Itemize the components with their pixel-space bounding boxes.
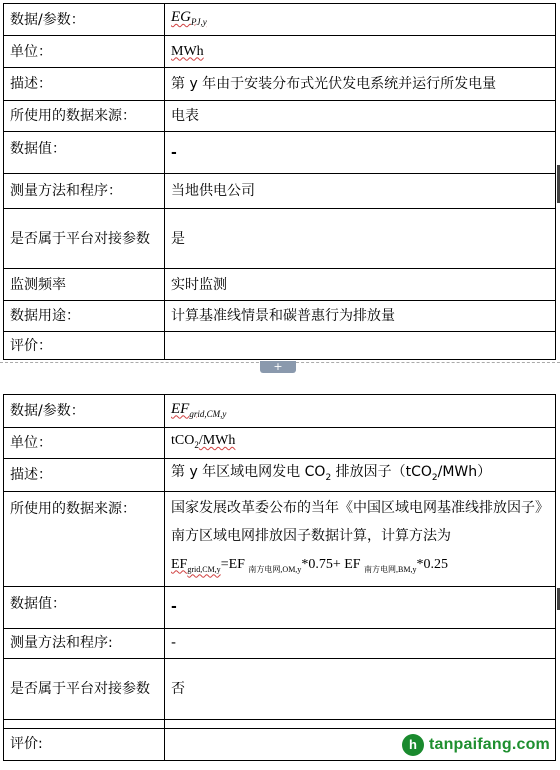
table-row bbox=[4, 658, 556, 719]
description-subscript: 2 bbox=[325, 472, 332, 483]
row-value bbox=[165, 428, 556, 459]
description-part: /MWh） bbox=[437, 463, 492, 480]
row-label: 数据值： bbox=[4, 132, 165, 174]
row-label: 测量方法和程序: bbox=[4, 628, 165, 658]
row-value: 当地供电公司 bbox=[165, 174, 556, 209]
row-label: 单位： bbox=[4, 428, 165, 459]
row-value: - bbox=[165, 628, 556, 658]
table-row bbox=[4, 36, 556, 68]
insert-row-button[interactable]: + bbox=[260, 361, 296, 373]
table-row bbox=[4, 209, 556, 269]
table-row bbox=[4, 428, 556, 459]
row-value: 电表 bbox=[165, 101, 556, 132]
formula-part: EF bbox=[171, 556, 188, 572]
table-row bbox=[4, 68, 556, 101]
row-value: MWh bbox=[165, 36, 556, 68]
row-value: 计算基准线情景和碳普惠行为排放量 bbox=[165, 301, 556, 332]
row-label: 数据/参数： bbox=[4, 395, 165, 428]
table-row bbox=[4, 491, 556, 586]
data-parameter-table-2 bbox=[3, 394, 556, 761]
table-row bbox=[4, 101, 556, 132]
parameter-symbol: EF bbox=[171, 400, 190, 417]
row-label: 所使用的数据来源： bbox=[4, 491, 165, 586]
table-row bbox=[4, 4, 556, 36]
table-row bbox=[4, 269, 556, 301]
unit-part: tCO bbox=[171, 433, 195, 448]
row-value bbox=[165, 332, 556, 360]
formula-subscript: 南方电网,OM,y bbox=[248, 564, 302, 574]
row-label: 所使用的数据来源： bbox=[4, 101, 165, 132]
row-value: - bbox=[165, 586, 556, 628]
row-label: 监测频率 bbox=[4, 269, 165, 301]
parameter-symbol: EG bbox=[171, 9, 191, 25]
data-parameter-table-1 bbox=[3, 3, 556, 360]
table-row bbox=[4, 332, 556, 360]
formula-part: =EF bbox=[220, 556, 249, 572]
table-row bbox=[4, 395, 556, 428]
row-label: 描述： bbox=[4, 68, 165, 101]
row-label: 数据值： bbox=[4, 586, 165, 628]
watermark-text: tanpaifang.com bbox=[428, 736, 550, 753]
description-part: 第 y 年区域电网发电 CO bbox=[171, 463, 326, 480]
data-source-text: 国家发展改革委公布的当年《中国区域电网基准线排放因子》南方区域电网排放因子数据计算，计算方法为 bbox=[171, 499, 549, 544]
table-row bbox=[4, 174, 556, 209]
table-row bbox=[4, 628, 556, 658]
row-label: 数据/参数： bbox=[4, 4, 165, 36]
row-value bbox=[165, 4, 556, 36]
row-label bbox=[4, 719, 165, 728]
site-watermark bbox=[402, 732, 550, 758]
unit-subscript: 2 bbox=[194, 439, 199, 450]
row-label: 单位： bbox=[4, 36, 165, 68]
formula-part: *0.75+ EF bbox=[301, 556, 365, 572]
row-value bbox=[165, 458, 556, 491]
row-value: 是 bbox=[165, 209, 556, 269]
row-label: 测量方法和程序： bbox=[4, 174, 165, 209]
row-label: 描述： bbox=[4, 458, 165, 491]
watermark-logo-icon: h bbox=[402, 734, 424, 756]
table-gap bbox=[0, 362, 560, 392]
table-row bbox=[4, 132, 556, 174]
table-row bbox=[4, 719, 556, 728]
row-value bbox=[165, 491, 556, 586]
calculation-formula bbox=[171, 557, 448, 572]
formula-subscript: 南方电网,BM,y bbox=[364, 564, 417, 574]
unit-part: /MWh bbox=[198, 433, 236, 448]
table-row bbox=[4, 301, 556, 332]
row-value bbox=[165, 395, 556, 428]
row-label: 数据用途： bbox=[4, 301, 165, 332]
row-label: 是否属于平台对接参数 bbox=[4, 209, 165, 269]
table-row bbox=[4, 458, 556, 491]
row-value bbox=[165, 719, 556, 728]
row-value: 实时监测 bbox=[165, 269, 556, 301]
formula-subscript: grid,CM,y bbox=[187, 564, 221, 574]
row-value: 第 y 年由于安装分布式光伏发电系统并运行所发电量 bbox=[165, 68, 556, 101]
row-value: - bbox=[165, 132, 556, 174]
formula-part: *0.25 bbox=[416, 556, 448, 572]
row-value: 否 bbox=[165, 658, 556, 719]
table-row bbox=[4, 586, 556, 628]
row-label: 评价： bbox=[4, 332, 165, 360]
row-label: 是否属于平台对接参数 bbox=[4, 658, 165, 719]
row-label: 评价: bbox=[4, 728, 165, 760]
description-part: 排放因子（tCO bbox=[331, 463, 432, 480]
parameter-subscript: PJ,y bbox=[191, 17, 207, 27]
parameter-subscript: grid,CM,y bbox=[189, 408, 227, 419]
description-subscript: 2 bbox=[431, 472, 438, 483]
